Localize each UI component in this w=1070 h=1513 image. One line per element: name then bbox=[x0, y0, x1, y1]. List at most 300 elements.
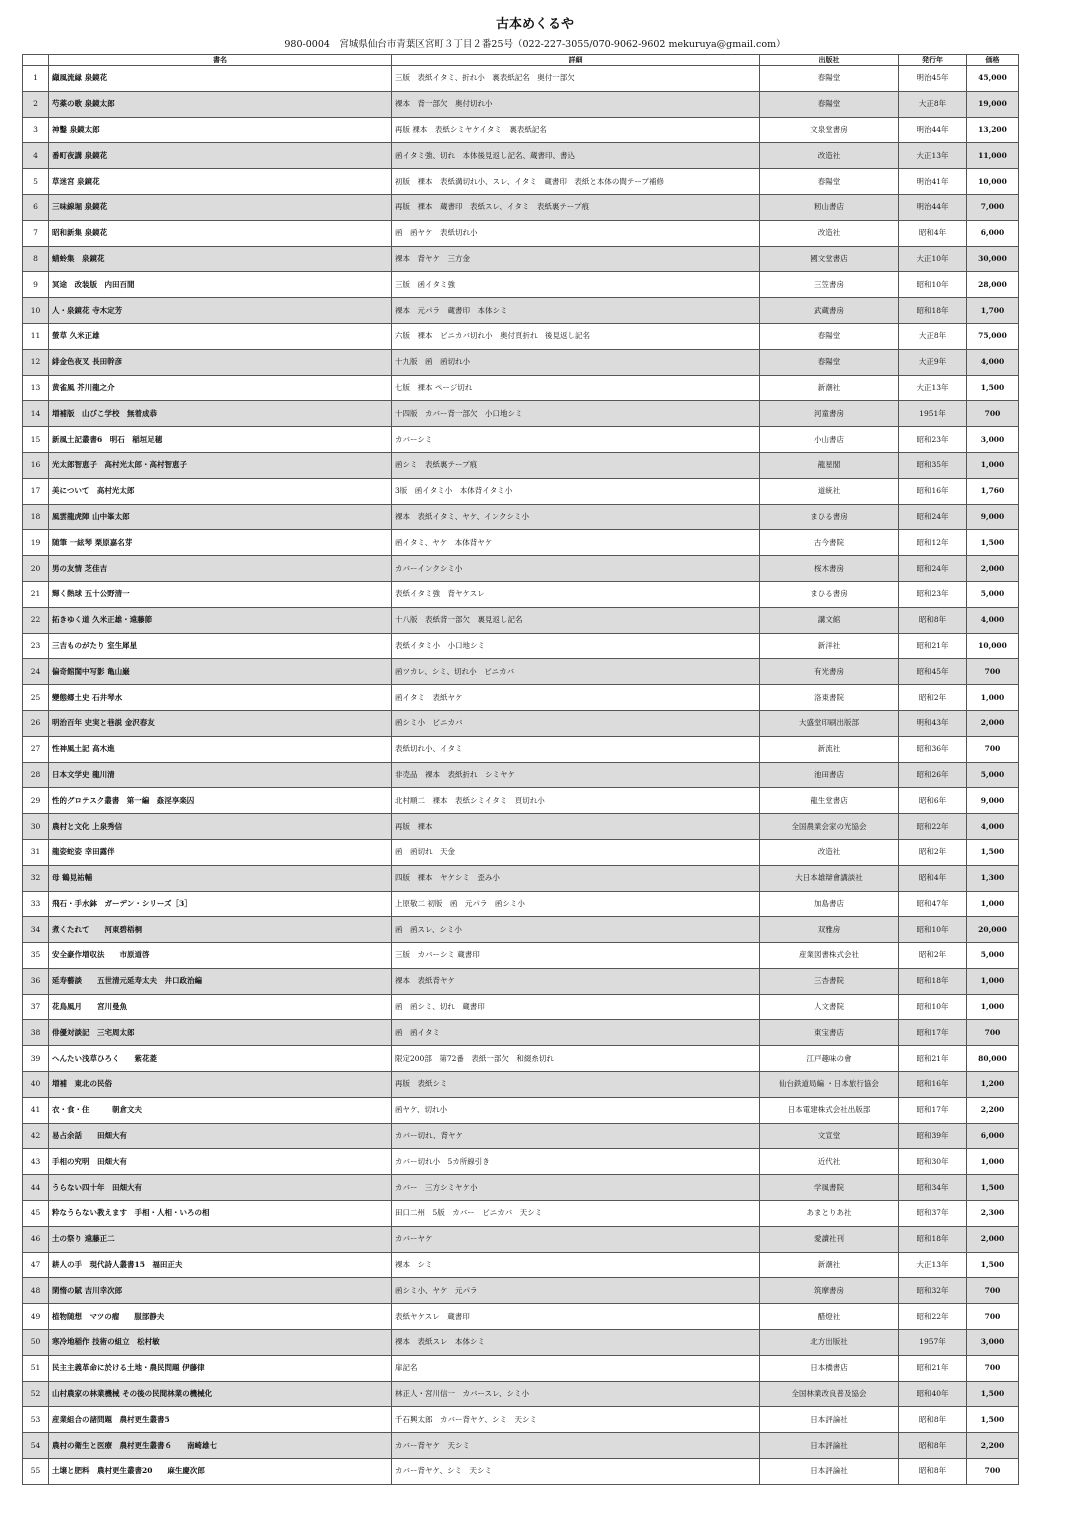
book-detail: 四版 裸本 ヤケシミ 歪み小 bbox=[392, 865, 760, 891]
table-row bbox=[23, 994, 1019, 1020]
book-title: 土壌と肥料 農村更生叢書20 麻生慶次郎 bbox=[49, 1459, 392, 1485]
publish-year: 昭和17年 bbox=[899, 1020, 967, 1046]
publish-year: 昭和21年 bbox=[899, 1355, 967, 1381]
price: 4,000 bbox=[967, 349, 1019, 375]
table-row bbox=[23, 1330, 1019, 1356]
price: 4,000 bbox=[967, 607, 1019, 633]
publish-year: 昭和37年 bbox=[899, 1201, 967, 1227]
row-number: 29 bbox=[23, 788, 49, 814]
column-header-title: 書名 bbox=[49, 55, 392, 66]
book-title: 耕人の手 現代詩人叢書15 福田正夫 bbox=[49, 1252, 392, 1278]
row-number: 30 bbox=[23, 814, 49, 840]
row-number: 23 bbox=[23, 633, 49, 659]
book-title: 光太郎智恵子 高村光太郎・高村智恵子 bbox=[49, 452, 392, 478]
book-detail: 3版 函イタミ小 本体背イタミ小 bbox=[392, 478, 760, 504]
row-number: 46 bbox=[23, 1226, 49, 1252]
publisher: 大日本雄辯會講談社 bbox=[760, 865, 899, 891]
book-detail: 裸本 表紙イタミ、ヤケ、インクシミ小 bbox=[392, 504, 760, 530]
publisher: 大盛堂印刷出版部 bbox=[760, 710, 899, 736]
publisher: 改造社 bbox=[760, 839, 899, 865]
book-detail: 函シミ小、ヤケ 元パラ bbox=[392, 1278, 760, 1304]
publisher: 改造社 bbox=[760, 143, 899, 169]
publish-year: 昭和24年 bbox=[899, 504, 967, 530]
book-title: 纈風流縁 泉鏡花 bbox=[49, 66, 392, 92]
table-row bbox=[23, 272, 1019, 298]
publish-year: 大正13年 bbox=[899, 1252, 967, 1278]
price: 19,000 bbox=[967, 91, 1019, 117]
book-detail: 再版 裸本 表紙シミヤケイタミ 裏表紙記名 bbox=[392, 117, 760, 143]
publisher: 新潮社 bbox=[760, 1252, 899, 1278]
row-number: 38 bbox=[23, 1020, 49, 1046]
publisher: 文宣堂 bbox=[760, 1123, 899, 1149]
publish-year: 昭和8年 bbox=[899, 607, 967, 633]
publisher: 春陽堂 bbox=[760, 66, 899, 92]
table-row bbox=[23, 1149, 1019, 1175]
price: 5,000 bbox=[967, 581, 1019, 607]
price: 5,000 bbox=[967, 762, 1019, 788]
book-detail: 十八版 表紙背一部欠 裏見返し記名 bbox=[392, 607, 760, 633]
book-detail: 裸本 表紙スレ 本体シミ bbox=[392, 1330, 760, 1356]
row-number: 50 bbox=[23, 1330, 49, 1356]
book-title: 土の祭り 遠藤正二 bbox=[49, 1226, 392, 1252]
book-detail: 限定200部 第72番 表紙一部欠 和綴糸切れ bbox=[392, 1046, 760, 1072]
table-row bbox=[23, 814, 1019, 840]
price: 9,000 bbox=[967, 788, 1019, 814]
book-title: 三味線堀 泉鏡花 bbox=[49, 194, 392, 220]
publisher: 産業図書株式会社 bbox=[760, 943, 899, 969]
price: 28,000 bbox=[967, 272, 1019, 298]
book-detail: 函イタミ強、切れ 本体後見返し記名、蔵書印、書込 bbox=[392, 143, 760, 169]
row-number: 35 bbox=[23, 943, 49, 969]
book-title: 冥途 改装版 内田百閒 bbox=[49, 272, 392, 298]
row-number: 15 bbox=[23, 427, 49, 453]
publisher: 龍生堂書店 bbox=[760, 788, 899, 814]
price: 1,000 bbox=[967, 685, 1019, 711]
publish-year: 昭和2年 bbox=[899, 943, 967, 969]
book-detail: 扉記名 bbox=[392, 1355, 760, 1381]
table-row bbox=[23, 530, 1019, 556]
table-body bbox=[23, 66, 1019, 1485]
table-row bbox=[23, 1407, 1019, 1433]
publisher: 筑摩書房 bbox=[760, 1278, 899, 1304]
row-number: 8 bbox=[23, 246, 49, 272]
book-detail: 裸本 背ヤケ 三方金 bbox=[392, 246, 760, 272]
row-number: 10 bbox=[23, 298, 49, 324]
publisher: 桜木書房 bbox=[760, 556, 899, 582]
publish-year: 昭和21年 bbox=[899, 1046, 967, 1072]
book-title: 煮くたれて 河東碧梧桐 bbox=[49, 917, 392, 943]
price: 9,000 bbox=[967, 504, 1019, 530]
table-row bbox=[23, 736, 1019, 762]
table-row bbox=[23, 117, 1019, 143]
book-title: 閑惰の賦 吉川幸次郎 bbox=[49, 1278, 392, 1304]
publish-year: 昭和40年 bbox=[899, 1381, 967, 1407]
table-row bbox=[23, 968, 1019, 994]
publish-year: 昭和2年 bbox=[899, 839, 967, 865]
price: 2,000 bbox=[967, 1226, 1019, 1252]
publisher: 古今書院 bbox=[760, 530, 899, 556]
table-row bbox=[23, 891, 1019, 917]
row-number: 31 bbox=[23, 839, 49, 865]
publisher: 人文書院 bbox=[760, 994, 899, 1020]
publisher: 武蔵書房 bbox=[760, 298, 899, 324]
publisher: 籾山書店 bbox=[760, 194, 899, 220]
publish-year: 昭和10年 bbox=[899, 272, 967, 298]
publisher: 日本評論社 bbox=[760, 1433, 899, 1459]
column-header-detail: 詳細 bbox=[392, 55, 760, 66]
table-header-row bbox=[23, 55, 1019, 66]
book-title: 産業組合の諸問題 農村更生叢書5 bbox=[49, 1407, 392, 1433]
publisher: 北方出版社 bbox=[760, 1330, 899, 1356]
price: 1,200 bbox=[967, 1072, 1019, 1098]
book-detail: 上原敬二 初版 函 元パラ 函シミ小 bbox=[392, 891, 760, 917]
book-detail: 初版 裸本 表紙溝切れ小、スレ、イタミ 蔵書印 表紙と本体の間テープ補修 bbox=[392, 169, 760, 195]
book-detail: 函シミ小 ビニカバ bbox=[392, 710, 760, 736]
price: 1,500 bbox=[967, 839, 1019, 865]
book-title: 神鑿 泉鏡太郎 bbox=[49, 117, 392, 143]
publisher: 三杏書院 bbox=[760, 968, 899, 994]
price: 2,000 bbox=[967, 710, 1019, 736]
publisher: 有光書房 bbox=[760, 659, 899, 685]
publisher: まひる書房 bbox=[760, 504, 899, 530]
book-detail: 函 函切れ 天金 bbox=[392, 839, 760, 865]
book-detail: 十九版 函 函切れ小 bbox=[392, 349, 760, 375]
book-title: 随筆 一絃琴 栗原嘉名芽 bbox=[49, 530, 392, 556]
book-title: 昭和新集 泉鏡花 bbox=[49, 220, 392, 246]
price: 700 bbox=[967, 736, 1019, 762]
publish-year: 昭和8年 bbox=[899, 1459, 967, 1485]
row-number: 18 bbox=[23, 504, 49, 530]
publish-year: 昭和17年 bbox=[899, 1097, 967, 1123]
table-row bbox=[23, 246, 1019, 272]
row-number: 26 bbox=[23, 710, 49, 736]
book-detail: 北村順二 裸本 表紙シミイタミ 頁切れ小 bbox=[392, 788, 760, 814]
row-number: 17 bbox=[23, 478, 49, 504]
price: 700 bbox=[967, 1355, 1019, 1381]
publish-year: 昭和16年 bbox=[899, 478, 967, 504]
book-detail: 函イタミ、ヤケ 本体背ヤケ bbox=[392, 530, 760, 556]
price: 3,000 bbox=[967, 1330, 1019, 1356]
publish-year: 昭和22年 bbox=[899, 1304, 967, 1330]
book-title: うらない四十年 田畑大有 bbox=[49, 1175, 392, 1201]
book-list-table bbox=[22, 54, 1019, 1485]
book-detail: カバーインクシミ小 bbox=[392, 556, 760, 582]
table-row bbox=[23, 427, 1019, 453]
book-title: 安全豪作増収法 市原道啓 bbox=[49, 943, 392, 969]
price: 4,000 bbox=[967, 814, 1019, 840]
row-number: 24 bbox=[23, 659, 49, 685]
publish-year: 昭和21年 bbox=[899, 633, 967, 659]
row-number: 12 bbox=[23, 349, 49, 375]
table-row bbox=[23, 1433, 1019, 1459]
book-title: 緋金色夜叉 長田幹彦 bbox=[49, 349, 392, 375]
table-row bbox=[23, 685, 1019, 711]
table-row bbox=[23, 349, 1019, 375]
publish-year: 明治41年 bbox=[899, 169, 967, 195]
book-detail: 再版 裸本 bbox=[392, 814, 760, 840]
publish-year: 昭和23年 bbox=[899, 427, 967, 453]
book-detail: 函 函ヤケ 表紙切れ小 bbox=[392, 220, 760, 246]
publish-year: 昭和6年 bbox=[899, 788, 967, 814]
publish-year: 昭和26年 bbox=[899, 762, 967, 788]
publish-year: 昭和16年 bbox=[899, 1072, 967, 1098]
book-title: 男の友情 芝佳吉 bbox=[49, 556, 392, 582]
book-detail: 函ツカレ、シミ、切れ小 ビニカバ bbox=[392, 659, 760, 685]
book-title: 延寿藝談 五世清元延寿太夫 井口政治編 bbox=[49, 968, 392, 994]
column-header-year: 発行年 bbox=[899, 55, 967, 66]
book-detail: 田口二州 5版 カバー ビニカバ 天シミ bbox=[392, 1201, 760, 1227]
publish-year: 大正8年 bbox=[899, 91, 967, 117]
table-row bbox=[23, 1072, 1019, 1098]
table-row bbox=[23, 839, 1019, 865]
row-number: 51 bbox=[23, 1355, 49, 1381]
book-detail: 裸本 背一部欠 奥付切れ小 bbox=[392, 91, 760, 117]
book-detail: 七版 裸本 ページ切れ bbox=[392, 375, 760, 401]
publisher: 近代社 bbox=[760, 1149, 899, 1175]
publisher: 新洋社 bbox=[760, 633, 899, 659]
book-title: 三吉ものがたり 室生犀星 bbox=[49, 633, 392, 659]
book-title: 農村と文化 上泉秀信 bbox=[49, 814, 392, 840]
price: 1,000 bbox=[967, 891, 1019, 917]
column-header-no bbox=[23, 55, 49, 66]
book-detail: 表紙イタミ小 小口地シミ bbox=[392, 633, 760, 659]
publish-year: 大正10年 bbox=[899, 246, 967, 272]
book-title: 粋なうらない教えます 手相・人相・いろの相 bbox=[49, 1201, 392, 1227]
publisher: 新潮社 bbox=[760, 375, 899, 401]
publisher: 春陽堂 bbox=[760, 91, 899, 117]
publish-year: 昭和18年 bbox=[899, 968, 967, 994]
book-title: 美について 高村光太郎 bbox=[49, 478, 392, 504]
row-number: 16 bbox=[23, 452, 49, 478]
book-detail: カバーヤケ bbox=[392, 1226, 760, 1252]
book-title: 増補版 山びこ学校 無着成恭 bbox=[49, 401, 392, 427]
publish-year: 大正9年 bbox=[899, 349, 967, 375]
table-row bbox=[23, 1226, 1019, 1252]
publisher: 醋燈社 bbox=[760, 1304, 899, 1330]
row-number: 1 bbox=[23, 66, 49, 92]
table-row bbox=[23, 788, 1019, 814]
price: 11,000 bbox=[967, 143, 1019, 169]
publish-year: 昭和10年 bbox=[899, 994, 967, 1020]
book-detail: 裸本 表紙背ヤケ bbox=[392, 968, 760, 994]
price: 10,000 bbox=[967, 169, 1019, 195]
book-title: 螢草 久米正雄 bbox=[49, 323, 392, 349]
row-number: 49 bbox=[23, 1304, 49, 1330]
book-detail: 三版 函イタミ強 bbox=[392, 272, 760, 298]
book-detail: 裸本 元パラ 蔵書印 本体シミ bbox=[392, 298, 760, 324]
table-row bbox=[23, 478, 1019, 504]
book-title: 變態郷土史 石井琴水 bbox=[49, 685, 392, 711]
table-row bbox=[23, 710, 1019, 736]
price: 1,500 bbox=[967, 530, 1019, 556]
table-row bbox=[23, 633, 1019, 659]
book-detail: カバー背ヤケ 天シミ bbox=[392, 1433, 760, 1459]
price: 45,000 bbox=[967, 66, 1019, 92]
table-row bbox=[23, 1304, 1019, 1330]
row-number: 44 bbox=[23, 1175, 49, 1201]
table-row bbox=[23, 943, 1019, 969]
table-row bbox=[23, 169, 1019, 195]
book-detail: 表紙ヤケスレ 蔵書印 bbox=[392, 1304, 760, 1330]
column-header-publisher: 出版社 bbox=[760, 55, 899, 66]
price: 700 bbox=[967, 1459, 1019, 1485]
table-row bbox=[23, 1278, 1019, 1304]
book-detail: カバー切れ小 5カ所線引き bbox=[392, 1149, 760, 1175]
publisher: 小山書店 bbox=[760, 427, 899, 453]
publisher: 東宝書店 bbox=[760, 1020, 899, 1046]
publisher: 春陽堂 bbox=[760, 349, 899, 375]
book-title: 寒冷地稲作 技術の組立 松村敏 bbox=[49, 1330, 392, 1356]
price: 1,000 bbox=[967, 1149, 1019, 1175]
row-number: 32 bbox=[23, 865, 49, 891]
table-row bbox=[23, 194, 1019, 220]
column-header-price: 価格 bbox=[967, 55, 1019, 66]
book-title: 拓きゆく道 久米正雄・遠藤節 bbox=[49, 607, 392, 633]
book-title: 番町夜講 泉鏡花 bbox=[49, 143, 392, 169]
table-row bbox=[23, 66, 1019, 92]
table-row bbox=[23, 581, 1019, 607]
publish-year: 明治45年 bbox=[899, 66, 967, 92]
table-row bbox=[23, 91, 1019, 117]
row-number: 21 bbox=[23, 581, 49, 607]
book-title: 偏奇館閨中写影 亀山巌 bbox=[49, 659, 392, 685]
publisher: 全国林業改良普及協会 bbox=[760, 1381, 899, 1407]
row-number: 42 bbox=[23, 1123, 49, 1149]
table-row bbox=[23, 762, 1019, 788]
publish-year: 昭和47年 bbox=[899, 891, 967, 917]
table-row bbox=[23, 1123, 1019, 1149]
publish-year: 昭和35年 bbox=[899, 452, 967, 478]
publish-year: 昭和2年 bbox=[899, 685, 967, 711]
publish-year: 昭和45年 bbox=[899, 659, 967, 685]
publisher: 文泉堂書房 bbox=[760, 117, 899, 143]
shop-address: 980-0004 宮城県仙台市青葉区宮町３丁目２番25号（022-227-3055/070-9062-9602 mekuruya@gmail.com） bbox=[284, 39, 786, 50]
publisher: 改造社 bbox=[760, 220, 899, 246]
price: 1,500 bbox=[967, 1252, 1019, 1278]
price: 5,000 bbox=[967, 943, 1019, 969]
price: 1,500 bbox=[967, 375, 1019, 401]
publish-year: 昭和4年 bbox=[899, 220, 967, 246]
book-detail: 函イタミ 表紙ヤケ bbox=[392, 685, 760, 711]
price: 1,000 bbox=[967, 968, 1019, 994]
publish-year: 昭和39年 bbox=[899, 1123, 967, 1149]
row-number: 43 bbox=[23, 1149, 49, 1175]
book-title: 増補 東北の民俗 bbox=[49, 1072, 392, 1098]
book-title: 風雲龍虎陣 山中峯太郎 bbox=[49, 504, 392, 530]
publish-year: 明治44年 bbox=[899, 117, 967, 143]
row-number: 25 bbox=[23, 685, 49, 711]
table-row bbox=[23, 1175, 1019, 1201]
book-title: 山村農家の林業機械 その後の民間林業の機械化 bbox=[49, 1381, 392, 1407]
publish-year: 昭和8年 bbox=[899, 1407, 967, 1433]
book-title: 輝く熱球 五十公野清一 bbox=[49, 581, 392, 607]
publisher: あまとりあ社 bbox=[760, 1201, 899, 1227]
publish-year: 昭和30年 bbox=[899, 1149, 967, 1175]
publisher: 春陽堂 bbox=[760, 169, 899, 195]
table-row bbox=[23, 298, 1019, 324]
price: 7,000 bbox=[967, 194, 1019, 220]
price: 10,000 bbox=[967, 633, 1019, 659]
row-number: 5 bbox=[23, 169, 49, 195]
row-number: 39 bbox=[23, 1046, 49, 1072]
book-title: 明治百年 史実と巷説 金沢春友 bbox=[49, 710, 392, 736]
row-number: 54 bbox=[23, 1433, 49, 1459]
publish-year: 昭和24年 bbox=[899, 556, 967, 582]
row-number: 14 bbox=[23, 401, 49, 427]
price: 80,000 bbox=[967, 1046, 1019, 1072]
book-detail: 六版 裸本 ビニカバ切れ小 奥付頁折れ 後見返し記名 bbox=[392, 323, 760, 349]
publish-year: 昭和32年 bbox=[899, 1278, 967, 1304]
book-title: 蜻蛉集 泉鏡花 bbox=[49, 246, 392, 272]
row-number: 37 bbox=[23, 994, 49, 1020]
row-number: 9 bbox=[23, 272, 49, 298]
price: 1,500 bbox=[967, 1407, 1019, 1433]
price: 2,200 bbox=[967, 1433, 1019, 1459]
row-number: 36 bbox=[23, 968, 49, 994]
publisher: 全国農業会家の光協会 bbox=[760, 814, 899, 840]
table-row bbox=[23, 375, 1019, 401]
book-detail: 函 函スレ、シミ小 bbox=[392, 917, 760, 943]
table-row bbox=[23, 607, 1019, 633]
price: 75,000 bbox=[967, 323, 1019, 349]
row-number: 34 bbox=[23, 917, 49, 943]
table-row bbox=[23, 917, 1019, 943]
price: 1,300 bbox=[967, 865, 1019, 891]
book-title: 飛石・手水鉢 ガーデン・シリーズ［3］ bbox=[49, 891, 392, 917]
publisher: 加島書店 bbox=[760, 891, 899, 917]
table-row bbox=[23, 1381, 1019, 1407]
row-number: 52 bbox=[23, 1381, 49, 1407]
price: 700 bbox=[967, 1020, 1019, 1046]
price: 20,000 bbox=[967, 917, 1019, 943]
book-title: 易占余話 田畑大有 bbox=[49, 1123, 392, 1149]
row-number: 45 bbox=[23, 1201, 49, 1227]
publisher: 日本評論社 bbox=[760, 1407, 899, 1433]
publish-year: 1957年 bbox=[899, 1330, 967, 1356]
publisher: 龍星閣 bbox=[760, 452, 899, 478]
table-row bbox=[23, 1201, 1019, 1227]
book-detail: 函 函イタミ bbox=[392, 1020, 760, 1046]
publish-year: 昭和10年 bbox=[899, 917, 967, 943]
publisher: 國文堂書店 bbox=[760, 246, 899, 272]
table-row bbox=[23, 452, 1019, 478]
book-detail: 非売品 裸本 表紙折れ シミヤケ bbox=[392, 762, 760, 788]
publish-year: 昭和36年 bbox=[899, 736, 967, 762]
row-number: 33 bbox=[23, 891, 49, 917]
row-number: 40 bbox=[23, 1072, 49, 1098]
table-row bbox=[23, 865, 1019, 891]
price: 3,000 bbox=[967, 427, 1019, 453]
row-number: 53 bbox=[23, 1407, 49, 1433]
publisher: 仙台鉄道局編 ・日本旅行協会 bbox=[760, 1072, 899, 1098]
table-row bbox=[23, 1020, 1019, 1046]
row-number: 4 bbox=[23, 143, 49, 169]
publish-year: 明治44年 bbox=[899, 194, 967, 220]
publisher: 講文館 bbox=[760, 607, 899, 633]
publish-year: 大正8年 bbox=[899, 323, 967, 349]
book-title: 芍薬の歌 泉鏡太郎 bbox=[49, 91, 392, 117]
row-number: 55 bbox=[23, 1459, 49, 1485]
book-detail: 再版 表紙シミ bbox=[392, 1072, 760, 1098]
publish-year: 昭和18年 bbox=[899, 298, 967, 324]
book-detail: 函シミ 表紙裏テープ痕 bbox=[392, 452, 760, 478]
table-row bbox=[23, 401, 1019, 427]
book-title: 母 鶴見祐輔 bbox=[49, 865, 392, 891]
book-detail: カバー 三方シミヤケ小 bbox=[392, 1175, 760, 1201]
price: 1,500 bbox=[967, 1175, 1019, 1201]
book-detail: カバー背ヤケ、シミ 天シミ bbox=[392, 1459, 760, 1485]
book-detail: 表紙切れ小、イタミ bbox=[392, 736, 760, 762]
